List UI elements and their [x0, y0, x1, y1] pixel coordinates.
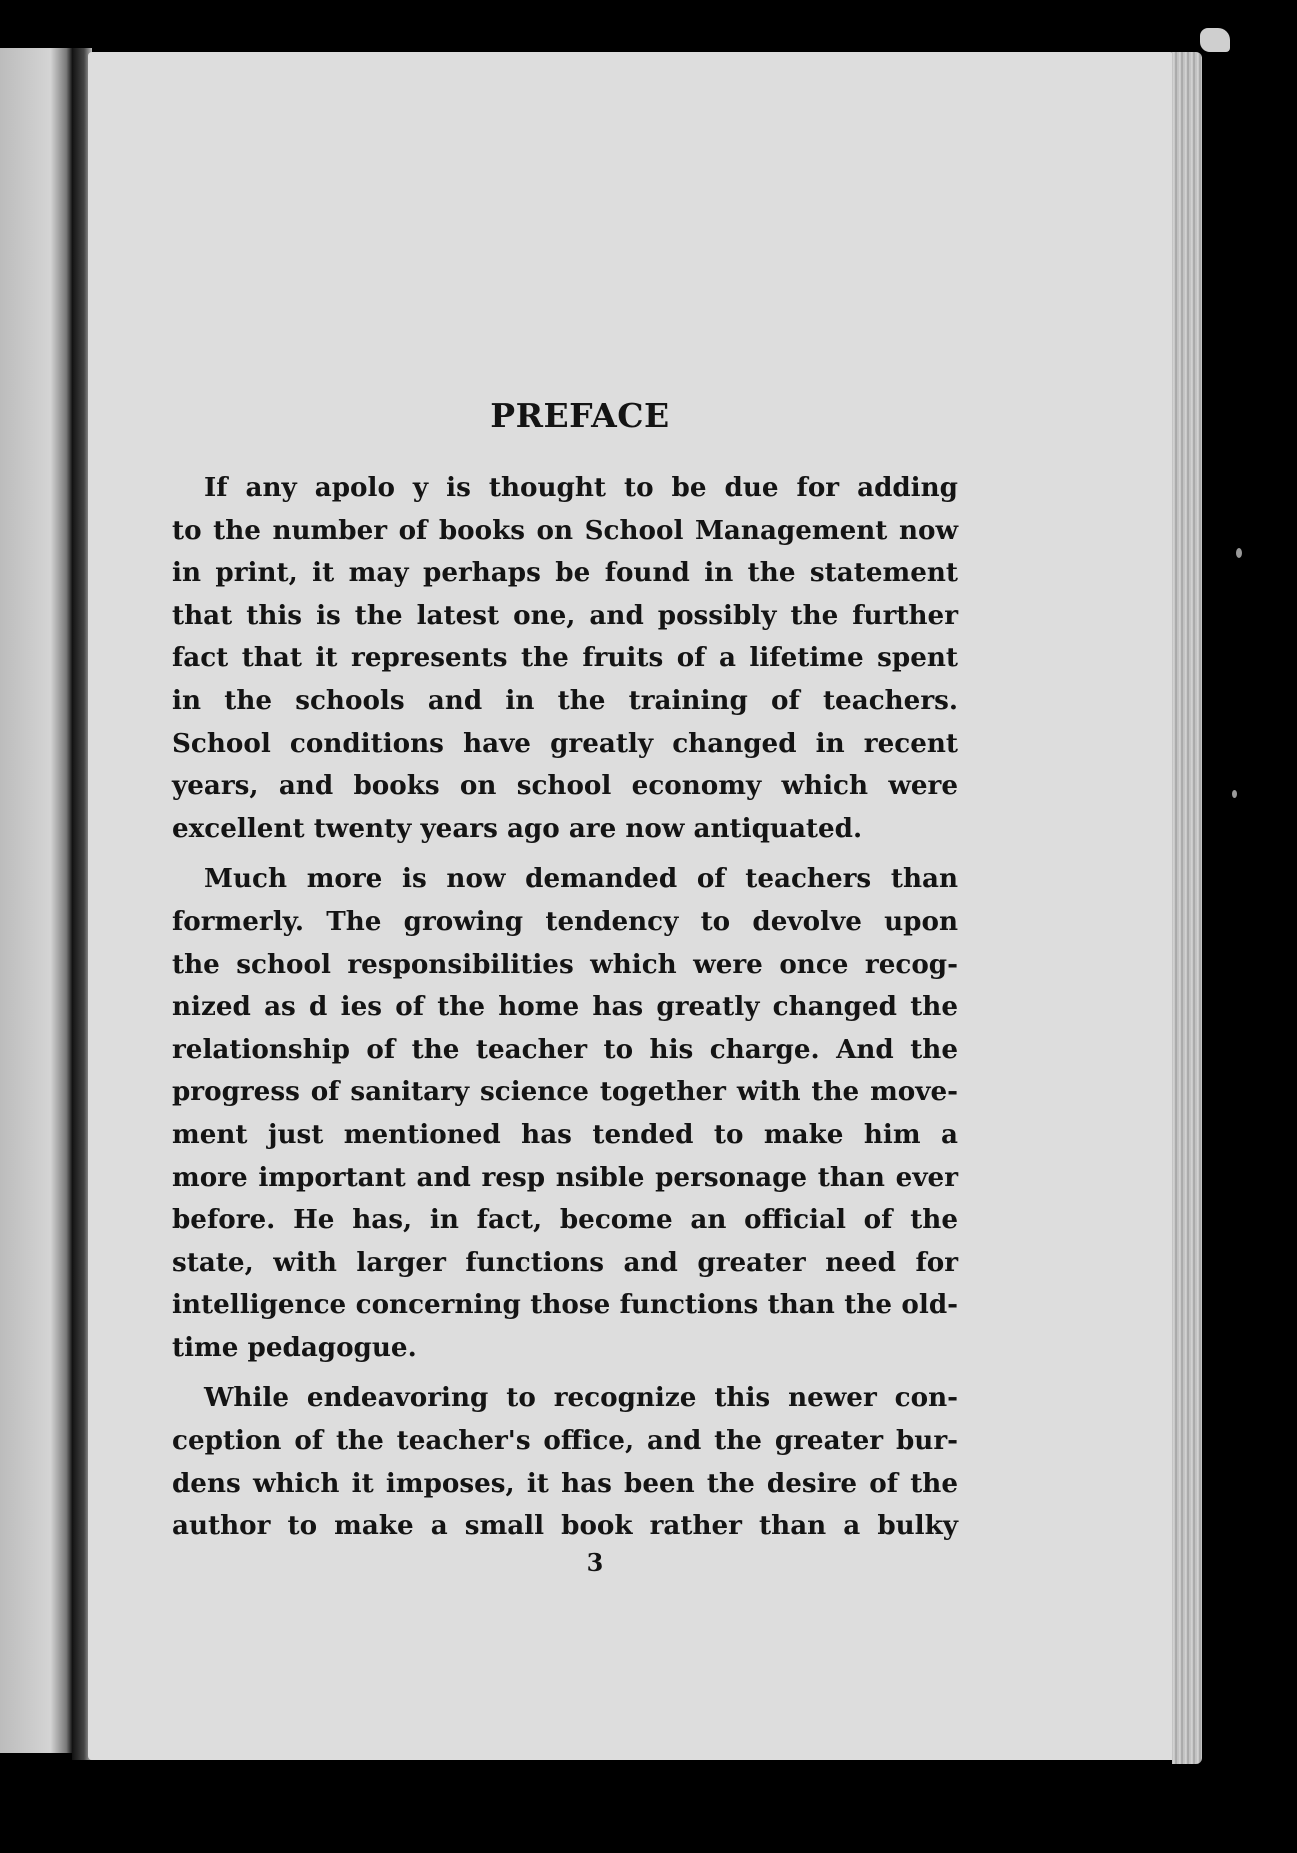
paragraph-3	[172, 1377, 958, 1547]
paragraph-1	[172, 467, 958, 850]
text-line: Much more is now demanded of teachers than	[204, 863, 958, 895]
page-heading: PREFACE	[490, 396, 670, 435]
text-line: time pedagogue.	[172, 1331, 417, 1363]
text-line: dens which it imposes, it has been the desire of the	[172, 1467, 958, 1499]
left-page-edge	[0, 48, 72, 1753]
scan-speck	[1232, 790, 1237, 798]
text-line: ment just mentioned has tended to make him a	[172, 1118, 958, 1150]
corner-tab	[1200, 28, 1230, 52]
text-line: relationship of the teacher to his charge. And the	[172, 1033, 958, 1065]
text-line: in print, it may perhaps be found in the statement	[172, 557, 958, 589]
paragraph-2	[172, 858, 958, 1369]
text-line: progress of sanitary science together with the move-	[172, 1076, 958, 1108]
text-line: fact that it represents the fruits of a lifetime spent	[172, 642, 958, 674]
text-line: intelligence concerning those functions than the old-	[172, 1289, 958, 1321]
text-line: If any apolo y is thought to be due for adding	[204, 472, 958, 503]
scan-speck	[1236, 548, 1242, 558]
page-block-edge	[1172, 52, 1202, 1764]
text-line: excellent twenty years ago are now antiquated.	[172, 812, 863, 844]
text-line: formerly. The growing tendency to devolve upon	[172, 905, 958, 937]
text-line: author to make a small book rather than a bulky	[172, 1510, 958, 1542]
text-line: to the number of books on School Management now	[172, 514, 958, 546]
page-number: 3	[586, 1548, 604, 1577]
text-line: School conditions have greatly changed in recent	[172, 727, 958, 759]
text-line: state, with larger functions and greater need for	[172, 1246, 958, 1278]
text-line: in the schools and in the training of teachers.	[172, 684, 958, 716]
text-line: nized as d ies of the home has greatly changed the	[172, 991, 958, 1023]
text-line: more important and resp nsible personage than ever	[172, 1161, 958, 1193]
text-line: ception of the teacher's office, and the greater bur-	[172, 1425, 958, 1457]
text-line: While endeavoring to recognize this newer con-	[204, 1382, 958, 1414]
page-text	[172, 396, 958, 1556]
text-line: the school responsibilities which were once recog-	[172, 948, 958, 980]
text-line: before. He has, in fact, become an official of the	[172, 1204, 958, 1236]
text-line: that this is the latest one, and possibly the further	[172, 599, 958, 631]
text-line: years, and books on school economy which were	[172, 770, 958, 802]
